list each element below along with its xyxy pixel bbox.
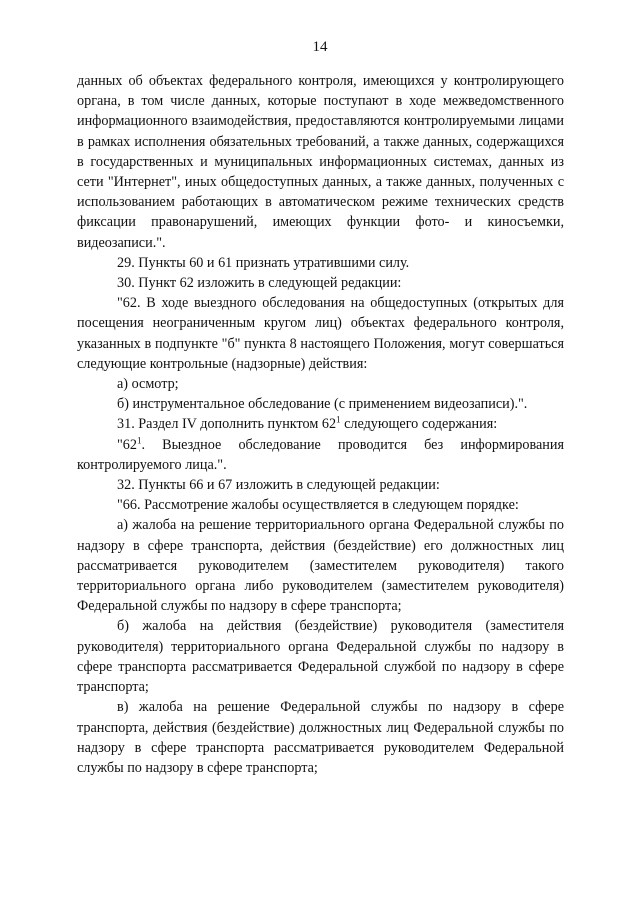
paragraph-subitem-b-66: б) жалоба на действия (бездействие) руководителя (заместителя руководителя) территориального органа Федеральной службы по надзору в сфере транспорта рассматривается Федеральной службой по надзору в сфере транспорта;	[77, 618, 564, 696]
paragraph-point-62-1-text: "62	[117, 436, 137, 453]
paragraph-item-31-text: 31. Раздел IV дополнить пунктом 62	[117, 416, 337, 433]
paragraph-point-62-1	[77, 435, 564, 475]
paragraph-subitem-a-66: а) жалоба на решение территориального органа Федеральной службы по надзору в сфере транспорта, действия (бездействие) его должностных лиц рассматривается руководителем (заместителем руководителя) такого территориального органа либо руководителем (заместителем руководителя) Федеральной службы по надзору в сфере транспорта;	[77, 517, 564, 615]
paragraph-item-32: 32. Пункты 66 и 67 изложить в следующей редакции:	[117, 477, 440, 494]
paragraph-point-66: "66. Рассмотрение жалобы осуществляется в следующем порядке:	[117, 497, 519, 514]
paragraph-continuation: данных об объектах федерального контроля, имеющихся у контролирующего органа, в том числе данных, которые поступают в ходе межведомственного информационного взаимодействия, предоставляются контролируемыми лицами в рамках исполнения обязательных требований, а также данных, содержащихся в государственных и муниципальных информационных системах, данных из сети "Интернет", иных общедоступных данных, а также данных, полученных с использованием работающих в автоматическом режиме технических средств фиксации правонарушений, имеющих функции фото- и киносъемки, видеозаписи.".	[77, 73, 564, 251]
paragraph-subitem-v-66: в) жалоба на решение Федеральной службы по надзору в сфере транспорта, действия (бездействие) должностных лиц Федеральной службы по надзору в сфере транспорта рассматривается руководителем Федеральной службы по надзору в сфере транспорта;	[77, 699, 564, 776]
superscript-1: 1	[336, 414, 341, 425]
paragraph-subitem-a: а) осмотр;	[117, 376, 179, 393]
superscript-1: 1	[136, 434, 142, 445]
paragraph-item-31-text-end: следующего содержания:	[340, 416, 498, 433]
paragraph-subitem-b: б) инструментальное обследование (с применением видеозаписи).".	[117, 396, 528, 413]
paragraph-point-62: "62. В ходе выездного обследования на общедоступных (открытых для посещения неограниченным кругом лиц) объектах федерального контроля, указанных в подпункте "б" пункта 8 настоящего Положения, могут совершаться следующие контрольные (надзорные) действия:	[77, 295, 564, 372]
paragraph-point-62-1-text-end: . Выездное обследование проводится без информирования контролируемого лица.".	[77, 436, 564, 473]
paragraph-item-31	[77, 414, 564, 434]
paragraph-item-30: 30. Пункт 62 изложить в следующей редакции:	[117, 275, 402, 292]
page-number: 14	[312, 39, 328, 55]
paragraph-item-29: 29. Пункты 60 и 61 признать утратившими силу.	[117, 254, 410, 271]
document-body	[77, 71, 564, 778]
